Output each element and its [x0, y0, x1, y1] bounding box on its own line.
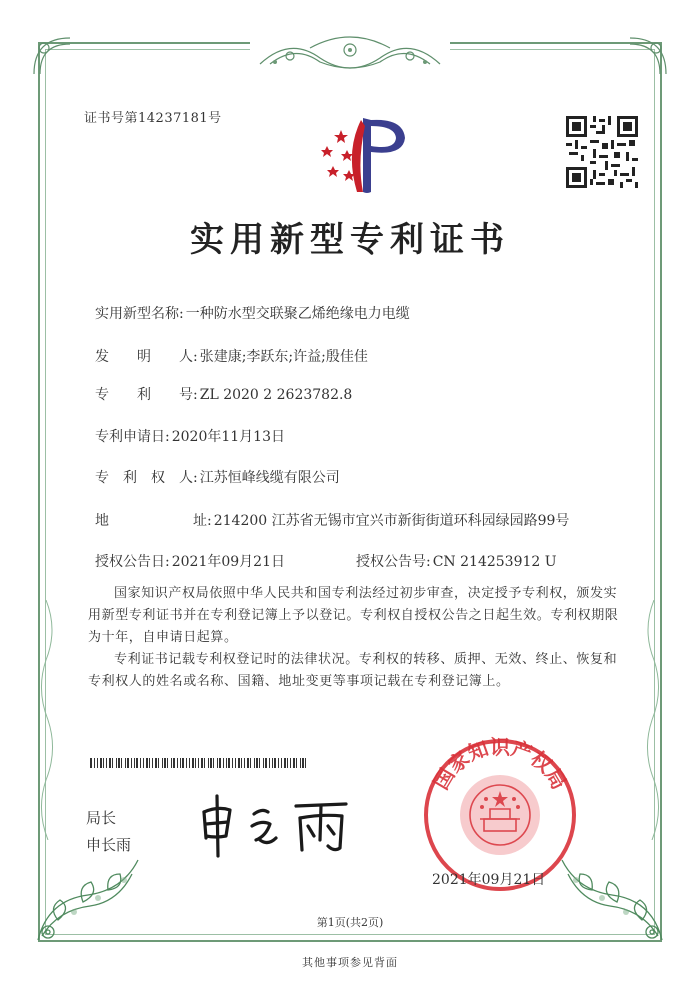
field-patent-number — [95, 384, 352, 404]
field-utility-model-name — [95, 303, 410, 323]
director-title: 局长 — [86, 809, 117, 827]
field-value: 江苏恒峰线缆有限公司 — [199, 470, 340, 486]
body-paragraph-2: 专利证书记载专利权登记时的法律状况。专利权的转移、质押、无效、终止、恢复和专利权人的姓名或名称、国籍、地址变更等事项记载在专利登记簿上。 — [88, 652, 618, 689]
body-paragraph-1: 国家知识产权局依照中华人民共和国专利法经过初步审查，决定授予专利权，颁发实用新型专利证书并在专利登记簿上予以登记。专利权自授权公告之日起生效。专利权期限为十年，自申请日起算。 — [88, 586, 619, 645]
field-label: 实用新型名称: — [95, 306, 184, 322]
field-value: ZL 2020 2 2623782.8 — [199, 387, 353, 403]
field-value: 张建康;李跃东;许益;殷佳佳 — [199, 349, 368, 365]
page-number: 第1页(共2页) — [316, 916, 384, 929]
footer-note: 其他事项参见背面 — [302, 956, 398, 969]
field-label: 专 利 号: — [95, 387, 198, 403]
field-grant-date — [95, 551, 285, 571]
field-grant-number — [356, 551, 557, 571]
qr-code-icon[interactable] — [566, 116, 638, 188]
side-ornament-left-icon — [40, 600, 64, 840]
certificate-number: 证书号第14237181号 — [84, 111, 222, 126]
field-value: 一种防水型交联聚乙烯绝缘电力电缆 — [185, 306, 410, 322]
seal-date: 2021年09月21日 — [432, 872, 546, 888]
field-value: CN 214253912 U — [432, 554, 557, 570]
field-label: 授权公告号: — [356, 554, 431, 570]
field-value: 214200 江苏省无锡市宜兴市新街街道环科园绿园路99号 — [213, 513, 570, 529]
field-address — [95, 510, 569, 530]
side-ornament-right-icon — [636, 600, 660, 840]
field-label: 地 址: — [95, 513, 212, 529]
field-label: 授权公告日: — [95, 554, 170, 570]
field-patentee — [95, 467, 340, 487]
director-name: 申长雨 — [86, 836, 132, 854]
field-application-date — [95, 426, 285, 446]
barcode-icon — [90, 758, 310, 768]
corner-ornament-top-right-icon — [624, 34, 670, 80]
handwritten-signature — [196, 790, 356, 860]
svg-text:国家知识产权局: 国家知识产权局 — [428, 735, 572, 794]
top-ornament-icon — [250, 28, 450, 76]
corner-ornament-bottom-left-icon — [28, 840, 148, 950]
field-inventor — [95, 346, 368, 366]
field-label: 发 明 人: — [95, 349, 198, 365]
certificate-title: 实用新型专利证书 — [190, 220, 510, 260]
corner-ornament-top-left-icon — [30, 34, 76, 80]
field-label: 专 利 权 人: — [95, 470, 198, 486]
cnipa-logo-icon — [305, 112, 405, 198]
field-label: 专利申请日: — [95, 429, 170, 445]
field-value: 2020年11月13日 — [171, 429, 285, 445]
field-value: 2021年09月21日 — [171, 554, 285, 570]
